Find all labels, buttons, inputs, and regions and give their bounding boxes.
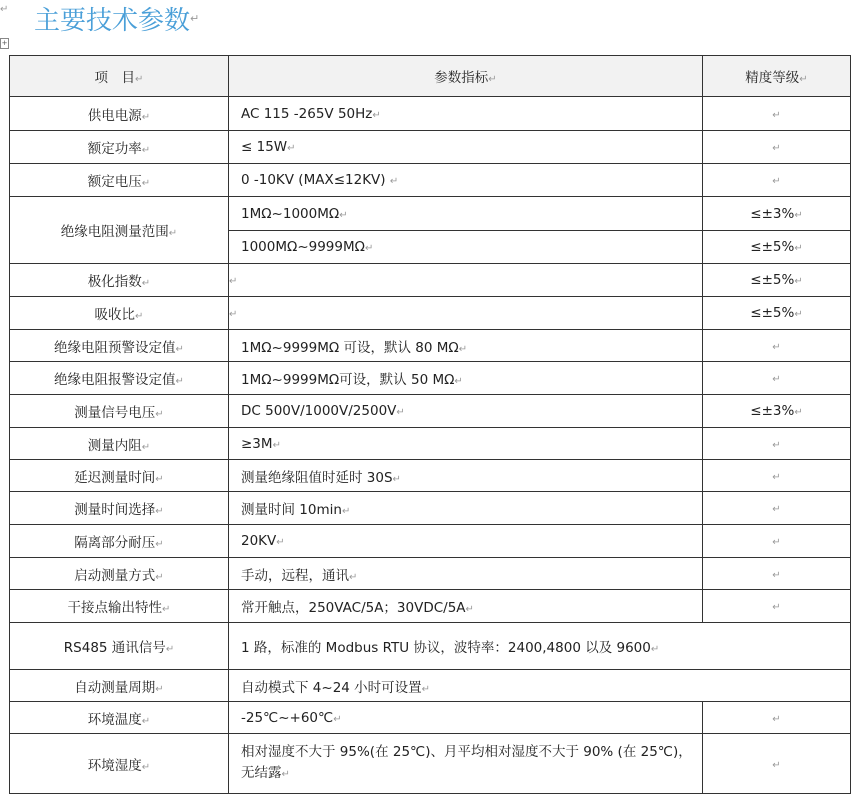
item-cell: 供电电源↵ <box>10 97 229 131</box>
item-cell: RS485 通讯信号↵ <box>10 623 229 670</box>
item-cell: 绝缘电阻报警设定值↵ <box>10 362 229 395</box>
param-cell: ≤ 15W↵ <box>229 131 703 164</box>
table-row <box>10 702 851 734</box>
param-cell: ↵ <box>229 264 703 297</box>
param-cell: 1MΩ~9999MΩ可设，默认 50 MΩ↵ <box>229 362 703 395</box>
table-row <box>10 131 851 164</box>
param-cell: 自动模式下 4~24 小时可设置↵ <box>229 670 851 702</box>
table-row <box>10 297 851 330</box>
item-cell: 环境温度↵ <box>10 702 229 734</box>
param-cell: 1 路，标准的 Modbus RTU 协议，波特率：2400,4800 以及 9600↵ <box>229 623 851 670</box>
item-cell: 额定功率↵ <box>10 131 229 164</box>
paragraph-mark-icon: ↵ <box>190 11 200 25</box>
param-cell: 1MΩ~1000MΩ↵ <box>229 197 703 231</box>
grade-cell: ↵ <box>703 362 851 395</box>
table-row <box>10 734 851 794</box>
table-row <box>10 460 851 492</box>
table-row <box>10 670 851 702</box>
param-cell: DC 500V/1000V/2500V↵ <box>229 395 703 428</box>
param-cell: -25℃~+60℃↵ <box>229 702 703 734</box>
table-row <box>10 492 851 525</box>
grade-cell: ≤±5%↵ <box>703 231 851 264</box>
item-cell: 测量内阻↵ <box>10 428 229 460</box>
grade-cell: ↵ <box>703 164 851 197</box>
param-cell: 测量绝缘阻值时延时 30S↵ <box>229 460 703 492</box>
item-cell: 绝缘电阻预警设定值↵ <box>10 330 229 362</box>
param-cell: 常开触点，250VAC/5A；30VDC/5A↵ <box>229 590 703 623</box>
table-row <box>10 525 851 558</box>
param-cell: ↵ <box>229 297 703 330</box>
grade-cell: ↵ <box>703 702 851 734</box>
table-row <box>10 590 851 623</box>
table-row <box>10 197 851 231</box>
parameters-table <box>9 55 851 794</box>
item-cell: 隔离部分耐压↵ <box>10 525 229 558</box>
param-cell: 0 -10KV (MAX≤12KV) ↵ <box>229 164 703 197</box>
item-cell: 启动测量方式↵ <box>10 558 229 590</box>
param-cell: 相对湿度不大于 95%(在 25℃)、月平均相对湿度不大于 90% (在 25℃)，无结露↵ <box>229 734 703 794</box>
grade-cell: ↵ <box>703 734 851 794</box>
table-move-handle-icon[interactable]: + <box>1 39 8 47</box>
header-item: 项 目↵ <box>10 56 229 97</box>
item-cell: 测量信号电压↵ <box>10 395 229 428</box>
grade-cell: ↵ <box>703 330 851 362</box>
grade-cell: ↵ <box>703 558 851 590</box>
item-cell: 绝缘电阻测量范围↵ <box>10 197 229 264</box>
item-cell: 测量时间选择↵ <box>10 492 229 525</box>
table-row <box>10 97 851 131</box>
table-row <box>10 623 851 670</box>
grade-cell: ↵ <box>703 460 851 492</box>
table-row <box>10 395 851 428</box>
grade-cell: ↵ <box>703 428 851 460</box>
item-cell: 干接点输出特性↵ <box>10 590 229 623</box>
page-title-text: 主要技术参数 <box>34 5 191 36</box>
param-cell: 1000MΩ~9999MΩ↵ <box>229 231 703 264</box>
item-cell: 环境湿度↵ <box>10 734 229 794</box>
param-cell: 手动，远程，通讯↵ <box>229 558 703 590</box>
item-cell: 额定电压↵ <box>10 164 229 197</box>
grade-cell: ≤±5%↵ <box>703 264 851 297</box>
grade-cell: ≤±3%↵ <box>703 197 851 231</box>
param-cell: AC 115 -265V 50Hz↵ <box>229 97 703 131</box>
item-cell: 自动测量周期↵ <box>10 670 229 702</box>
grade-cell: ≤±5%↵ <box>703 297 851 330</box>
header-param: 参数指标↵ <box>229 56 703 97</box>
table-row <box>10 164 851 197</box>
table-row <box>10 362 851 395</box>
grade-cell: ↵ <box>703 492 851 525</box>
table-header-row <box>10 56 851 97</box>
table-row <box>10 428 851 460</box>
table-row <box>10 330 851 362</box>
item-cell: 延迟测量时间↵ <box>10 460 229 492</box>
grade-cell: ↵ <box>703 97 851 131</box>
grade-cell: ≤±3%↵ <box>703 395 851 428</box>
paragraph-mark-icon: ↵ <box>0 4 9 15</box>
grade-cell: ↵ <box>703 590 851 623</box>
table-row <box>10 558 851 590</box>
grade-cell: ↵ <box>703 131 851 164</box>
table-row <box>10 264 851 297</box>
grade-cell: ↵ <box>703 525 851 558</box>
item-cell: 极化指数↵ <box>10 264 229 297</box>
item-cell: 吸收比↵ <box>10 297 229 330</box>
param-cell: 20KV↵ <box>229 525 703 558</box>
header-grade: 精度等级↵ <box>703 56 851 97</box>
param-cell: 1MΩ~9999MΩ 可设，默认 80 MΩ↵ <box>229 330 703 362</box>
param-cell: ≥3M↵ <box>229 428 703 460</box>
param-cell: 测量时间 10min↵ <box>229 492 703 525</box>
page-title <box>34 0 199 36</box>
